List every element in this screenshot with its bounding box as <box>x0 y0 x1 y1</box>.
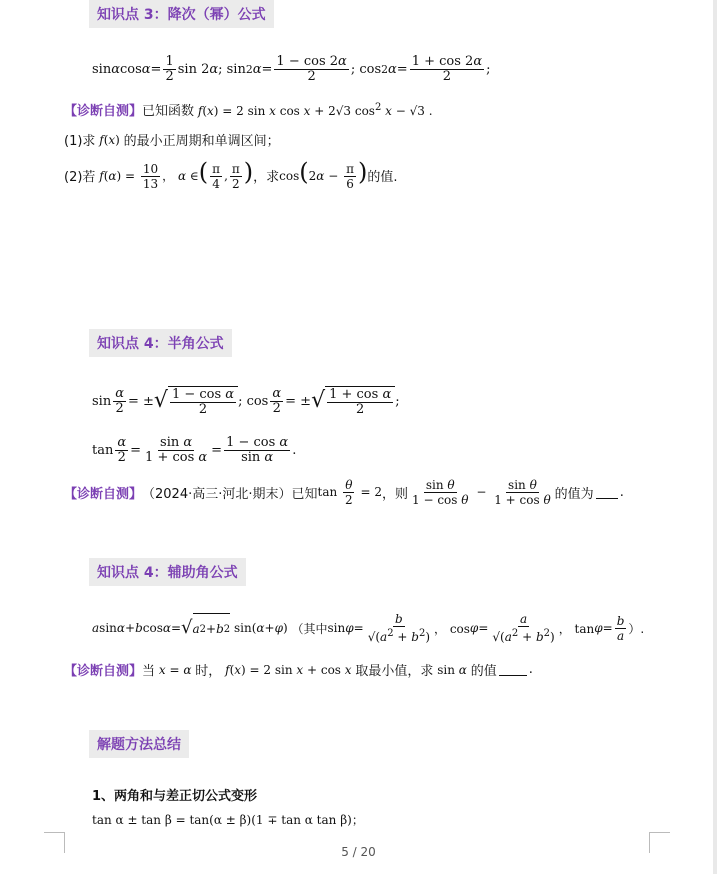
diag1-lead: 已知函数 <box>142 104 195 119</box>
section-heading-4b: 知识点 4：辅助角公式 <box>89 558 246 586</box>
page-edge <box>713 0 717 874</box>
diag-label: 【诊断自测】 <box>64 104 143 119</box>
section-heading-4a: 知识点 4：半角公式 <box>89 329 232 357</box>
page-number: 5 / 20 <box>341 845 376 859</box>
method-heading: 1、两角和与差正切公式变形 <box>92 789 258 804</box>
power-reduction-formula: sin α cos α = $\frac{1}{2}$ sin 2 α ; sin 2 α = $\frac{1 - \cos 2\alpha}{2}$ ; cos 2 α = $\frac{1 + \cos 2\alpha}{2}$ ; <box>92 54 491 84</box>
section-heading-summary: 解题方法总结 <box>89 730 189 758</box>
tan-sum-formula: tan α ± tan β = tan(α ± β)(1 ∓ tan α tan β)； <box>92 813 364 827</box>
diagnostic-2: 【诊断自测】 （2024·高三·河北·期末）已知 tan $\frac{\theta}{2}$ = 2 ，则 $\frac{\text{sin θ}}{\text{1 − cos θ}}$ − $\frac{\text{sin θ}}{\text{1 + cos θ}}$ 的值为 . <box>64 478 624 507</box>
diagnostic-3: 【诊断自测】 当 x = α 时， f(x) = 2 sin x + cos x 取最小值，求 sin α 的值 . <box>64 662 533 679</box>
question-1: (1)求 f(x) 的最小正周期和单调区间； <box>64 132 280 149</box>
answer-blank <box>596 486 618 499</box>
diagnostic-1: 【诊断自测】 已知函数 f(x) = 2 sin x cos x + 2√3 $\cos^2 x - √3$ . <box>64 101 433 119</box>
question-2: (2)若 f(α) = $\frac{10}{13}$ ， α ∈( $\frac{\pi}{4}$ , $\frac{\pi}{2}$ ) ，求 cos(2α − $\frac{\pi}{6}$ ) 的值. <box>64 158 398 191</box>
answer-blank <box>499 663 527 676</box>
half-angle-formula-2: tan $\frac{\alpha}{2}$ = $\frac{\text{sin α}}{\text{1 + cos α}}$ = $\frac{\text{1 − cos α}}{\text{sin α}}$ . <box>92 435 297 465</box>
section-heading-3: 知识点 3：降次（幂）公式 <box>89 0 274 28</box>
half-angle-formula-1: sin $\frac{\alpha}{2}$ = ± √ $\frac{\text{1 − cos α}}{2}$ ; cos $\frac{\alpha}{2}$ = ± √ $\frac{\text{1 + cos α}}{2}$ ; <box>92 386 400 417</box>
auxiliary-angle-formula: a sin α + b cos α = √ a 2 + b 2 sin( α + φ ) （其中 sin φ = $\frac{b}{√(a^2 + b^2)}$ ， cos φ = $\frac{a}{√(a^2 + b^2)}$ ， tan φ = $\frac{b}{a}$ ）. <box>92 612 645 644</box>
